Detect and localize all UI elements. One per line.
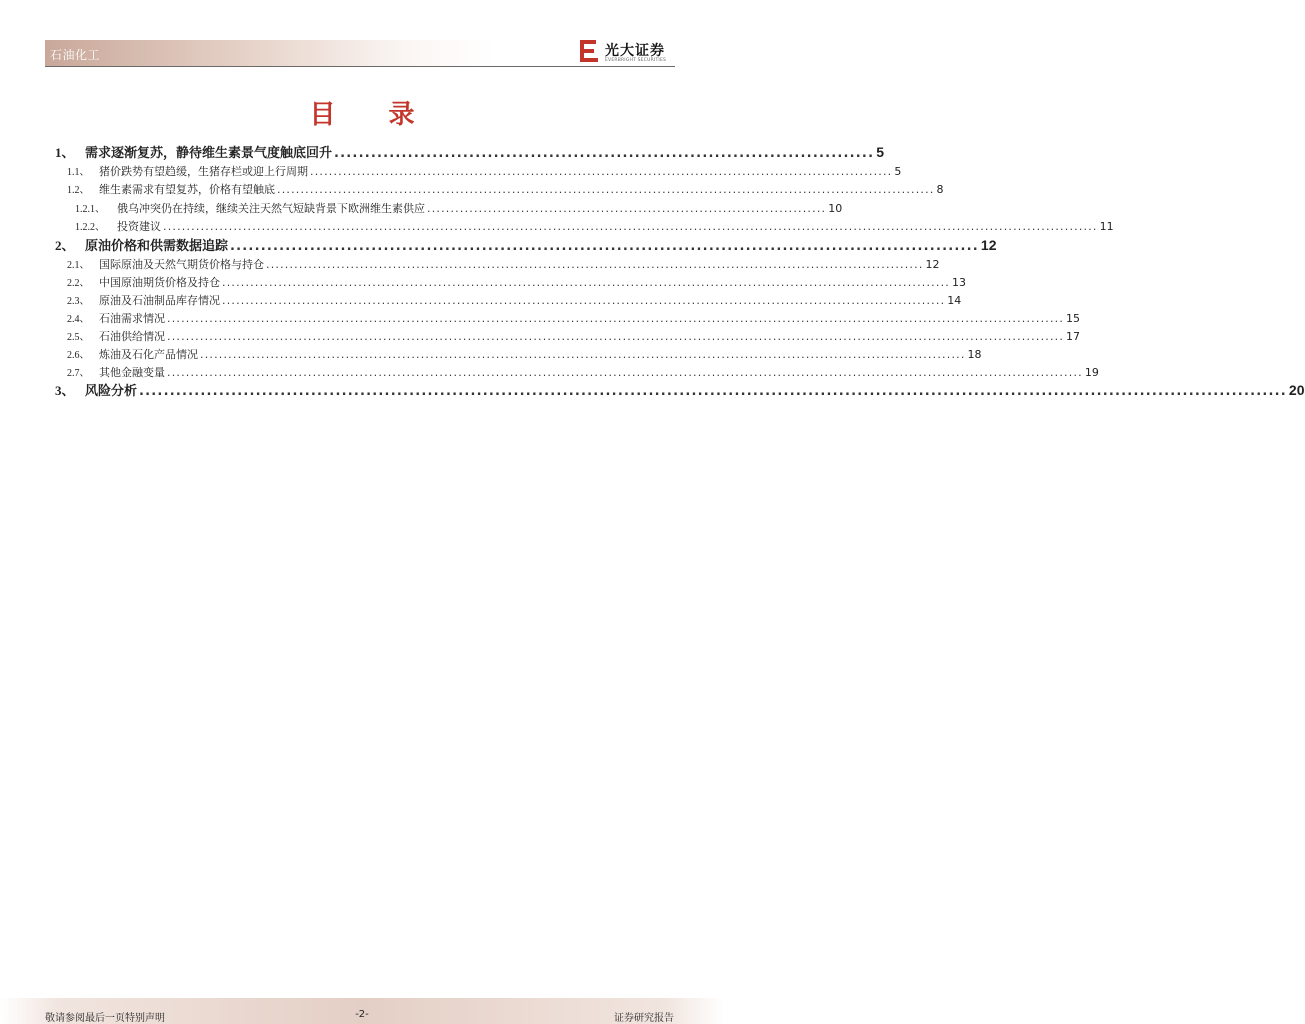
everbright-logo-icon: [579, 39, 599, 63]
toc-entry-label: 炼油及石化产品情况: [99, 348, 198, 361]
header-divider: [45, 66, 675, 67]
toc-leader-dots: ...................................................................................................................................................................................................: [167, 366, 1083, 379]
toc-entry-page: 17: [1066, 330, 1081, 343]
toc-entry-page: 12: [980, 237, 997, 253]
toc-entry-label: 石油供给情况: [99, 330, 165, 343]
toc-title: 目 录: [309, 100, 437, 130]
toc-entry-page: 14: [947, 294, 962, 307]
toc-entry-label: 维生素需求有望复苏，价格有望触底: [99, 183, 275, 196]
toc-entry-number: 3、: [55, 383, 75, 398]
toc-entry-label: 投资建议: [117, 220, 161, 233]
toc-entry-1-1[interactable]: [55, 163, 902, 179]
toc-leader-dots: ...........................................................................................................................................................................................: [139, 384, 1287, 399]
toc-entry-number: 2.7、: [67, 368, 90, 379]
header-band: [45, 40, 495, 66]
toc-leader-dots: ...................................................................................................................................................................: [200, 348, 966, 361]
toc-entry-page: 15: [1066, 312, 1081, 325]
toc-entry-label: 石油需求情况: [99, 312, 165, 325]
toc-entry-page: 8: [936, 183, 944, 196]
toc-entry-1[interactable]: [55, 142, 884, 161]
footer-disclaimer: 敬请参阅最后一页特别声明: [45, 1013, 165, 1024]
toc-entry-label: 中国原油期货价格及持仓: [99, 276, 220, 289]
toc-entry-3[interactable]: [55, 380, 1305, 399]
toc-entry-number: 1.1、: [67, 167, 90, 178]
toc-entry-page: 13: [951, 276, 966, 289]
toc-leader-dots: ............................................................................................................................................: [266, 258, 924, 271]
toc-entry-2-6[interactable]: [55, 346, 982, 362]
toc-entry-page: 5: [894, 165, 902, 178]
toc-entry-number: 2.6、: [67, 350, 90, 361]
footer-report-type: 证券研究报告: [614, 1013, 674, 1024]
toc-entry-page: 5: [876, 144, 884, 160]
toc-leader-dots: ............................................................................................................................................: [277, 183, 935, 196]
toc-leader-dots: ..........................................................................................................................: [230, 239, 979, 254]
toc-entry-2-4[interactable]: [55, 310, 1081, 326]
toc-leader-dots: .......................................................................................................................................................................................................: [163, 220, 1098, 233]
toc-leader-dots: ............................................................................................................................: [310, 165, 893, 178]
toc-entry-page: 18: [967, 348, 982, 361]
toc-entry-2-1[interactable]: [55, 256, 940, 272]
logo-text-en: EVERBRIGHT SECURITIES: [605, 58, 667, 63]
toc-entry-label: 俄乌冲突仍在持续，继续关注天然气短缺背景下欧洲维生素供应: [117, 202, 425, 215]
toc-entry-label: 国际原油及天然气期货价格与持仓: [99, 258, 264, 271]
toc-leader-dots: ..........................................................................................................................................................: [222, 294, 946, 307]
toc-leader-dots: ...........................................................................................................................................................: [222, 276, 950, 289]
toc-entry-label: 猪价跌势有望趋缓，生猪存栏或迎上行周期: [99, 165, 308, 178]
toc-entry-page: 20: [1288, 382, 1305, 398]
toc-entry-number: 1.2、: [67, 185, 90, 196]
toc-entry-page: 11: [1099, 220, 1114, 233]
company-logo: [579, 38, 679, 66]
toc-entry-label: 需求逐渐复苏，静待维生素景气度触底回升: [85, 146, 333, 161]
toc-entry-1-2[interactable]: [55, 181, 944, 197]
toc-entry-number: 2.1、: [67, 260, 90, 271]
toc-entry-1-2-1[interactable]: [55, 200, 843, 216]
toc-leader-dots: .....................................................................................: [427, 202, 827, 215]
toc-entry-number: 1.2.2、: [75, 222, 105, 233]
toc-entry-2[interactable]: [55, 235, 997, 254]
toc-entry-number: 1.2.1、: [75, 204, 105, 215]
toc-entry-number: 2.5、: [67, 332, 90, 343]
toc-entry-label: 原油及石油制品库存情况: [99, 294, 220, 307]
toc-entry-label: 风险分析: [85, 384, 138, 399]
toc-entry-number: 1、: [55, 145, 75, 160]
sector-label: 石油化工: [50, 48, 101, 62]
toc-entry-2-7[interactable]: [55, 364, 1099, 380]
toc-entry-page: 19: [1084, 366, 1099, 379]
toc-entry-2-5[interactable]: [55, 328, 1081, 344]
toc-leader-dots: ...............................................................................................................................................................................................: [167, 330, 1065, 343]
logo-text-cn: 光大证券: [605, 43, 665, 59]
toc-entry-number: 2.3、: [67, 296, 90, 307]
toc-entry-number: 2.4、: [67, 314, 90, 325]
toc-entry-1-2-2[interactable]: [55, 218, 1114, 234]
toc-entry-page: 12: [925, 258, 940, 271]
toc-leader-dots: ........................................................................................: [334, 146, 875, 161]
toc-entry-label: 其他金融变量: [99, 366, 165, 379]
toc-leader-dots: ...............................................................................................................................................................................................: [167, 312, 1065, 325]
toc-entry-label: 原油价格和供需数据追踪: [85, 239, 229, 254]
toc-entry-number: 2、: [55, 238, 75, 253]
footer-page-number: -2-: [355, 1009, 369, 1020]
toc-entry-2-3[interactable]: [55, 292, 962, 308]
toc-entry-2-2[interactable]: [55, 274, 966, 290]
toc-entry-number: 2.2、: [67, 278, 90, 289]
toc-entry-page: 10: [828, 202, 843, 215]
